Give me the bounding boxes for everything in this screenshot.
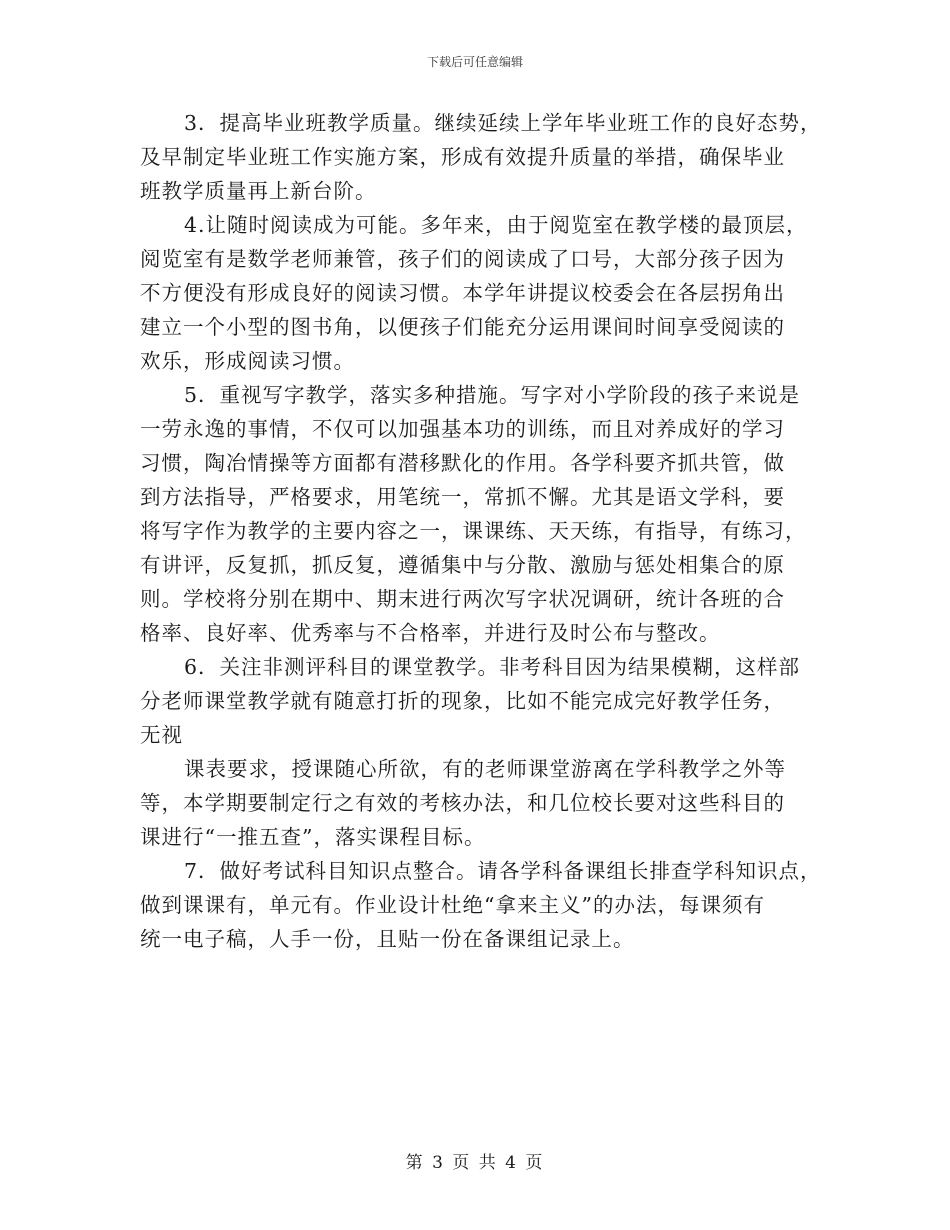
paragraph-line: 格率、良好率、优秀率与不合格率，并进行及时公布与整改。 [140, 621, 721, 645]
paragraph-line: 习惯，陶冶情操等方面都有潜移默化的作用。各学科要齐抓共管，做 [140, 451, 785, 475]
paragraph-line: 欢乐，形成阅读习惯。 [140, 349, 355, 373]
document-body [140, 106, 820, 956]
paragraph-line: 班教学质量再上新台阶。 [140, 179, 377, 203]
paragraph-line: 不方便没有形成良好的阅读习惯。本学年讲提议校委会在各层拐角出 [140, 281, 785, 305]
paragraph-line: 6．关注非测评科目的课堂教学。非考科目因为结果模糊，这样部 [184, 655, 801, 679]
paragraph-line: 等，本学期要制定行之有效的考核办法，和几位校长要对这些科目的 [140, 791, 785, 815]
paragraph-line: 做到课课有，单元有。作业设计杜绝“拿来主义”的办法，每课须有 [140, 893, 765, 917]
paragraph-line: 7．做好考试科目知识点整合。请各学科备课组长排查学科知识点， [184, 859, 822, 883]
paragraph-line: 有讲评，反复抓，抓反复，遵循集中与分散、激励与惩处相集合的原 [140, 553, 785, 577]
paragraph-line: 阅览室有是数学老师兼管，孩子们的阅读成了口号，大部分孩子因为 [140, 247, 785, 271]
paragraph-line: 统一电子稿，人手一份，且贴一份在备课组记录上。 [140, 927, 635, 951]
paragraph-line: 将写字作为教学的主要内容之一，课课练、天天练，有指导，有练习， [140, 519, 807, 543]
paragraph-line: 3．提高毕业班教学质量。继续延续上学年毕业班工作的良好态势， [184, 111, 822, 135]
paragraph-line: 分老师课堂教学就有随意打折的现象，比如不能完成完好教学任务， [140, 689, 785, 713]
paragraph-line: 无视 [140, 723, 183, 747]
paragraph-line: 则。学校将分别在期中、期末进行两次写字状况调研，统计各班的合 [140, 587, 785, 611]
paragraph-line: 5．重视写字教学，落实多种措施。写字对小学阶段的孩子来说是 [184, 383, 801, 407]
paragraph-line: 课表要求，授课随心所欲，有的老师课堂游离在学科教学之外等 [184, 757, 786, 781]
paragraph-line: 及早制定毕业班工作实施方案，形成有效提升质量的举措，确保毕业 [140, 145, 785, 169]
paragraph-line: 一劳永逸的事情，不仅可以加强基本功的训练，而且对养成好的学习 [140, 417, 785, 441]
page-header: 下载后可任意编辑 [426, 55, 523, 69]
page-number: 第 3 页 共 4 页 [405, 1153, 545, 1173]
paragraph-line: 到方法指导，严格要求，用笔统一，常抓不懈。尤其是语文学科，要 [140, 485, 785, 509]
paragraph-line: 课进行“一推五查”，落实课程目标。 [140, 825, 486, 849]
paragraph-line: 4.让随时阅读成为可能。多年来，由于阅览室在教学楼的最顶层， [184, 213, 808, 237]
paragraph-line: 建立一个小型的图书角，以便孩子们能充分运用课间时间享受阅读的 [140, 315, 785, 339]
